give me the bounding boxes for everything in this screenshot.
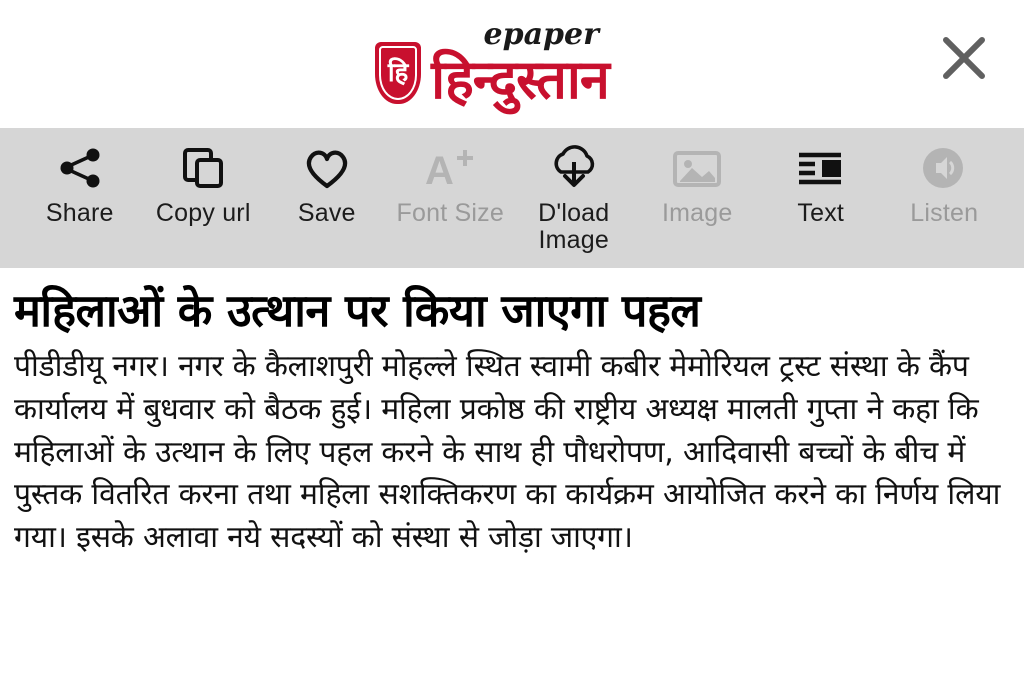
font-size-button[interactable]: [389, 142, 513, 227]
brand-title-block: [431, 16, 609, 111]
close-button[interactable]: [936, 30, 992, 86]
brand-logo: [375, 16, 609, 111]
brand-name: हिन्दुस्तान: [431, 47, 609, 111]
close-icon: [941, 35, 987, 81]
app-header: [0, 0, 1024, 128]
svg-text:A: A: [425, 149, 455, 192]
text-button[interactable]: [759, 142, 883, 227]
image-button[interactable]: [636, 142, 760, 227]
speaker-icon: [919, 142, 969, 194]
copy-url-label: Copy url: [155, 199, 251, 227]
save-button[interactable]: [265, 142, 389, 227]
text-label: Text: [797, 199, 845, 227]
save-label: Save: [297, 199, 356, 227]
download-image-label: D'load Image: [538, 199, 610, 254]
download-image-button[interactable]: [512, 142, 636, 254]
image-icon: [671, 142, 723, 194]
font-size-label: Font Size: [396, 199, 504, 227]
share-icon: [56, 142, 104, 194]
action-toolbar: [0, 128, 1024, 268]
download-cloud-icon: [547, 142, 601, 194]
heart-icon: [302, 142, 352, 194]
copy-icon: [179, 142, 227, 194]
text-lines-icon: [795, 142, 847, 194]
image-label: Image: [662, 199, 733, 227]
article-body: पीडीडीयू नगर। नगर के कैलाशपुरी मोहल्ले स्थित स्वामी कबीर मेमोरियल ट्रस्ट संस्था के कैंप कार्यालय में बुधवार को बैठक हुई। महिला प्रकोष्ठ की राष्ट्रीय अध्यक्ष मालती गुप्ता ने कहा कि महिलाओं के उत्थान के लिए पहल करने के साथ ही पौधरोपण, आदिवासी बच्चों के बीच में पुस्तक वितरित करना तथा महिला सशक्तिकरण का कार्यक्रम आयोजित करने का निर्णय लिया गया। इसके अलावा नये सदस्यों को संस्था से जोड़ा जाएगा।: [14, 349, 1001, 555]
listen-button[interactable]: [883, 142, 1007, 227]
share-label: Share: [45, 199, 114, 227]
epaper-label: epaper: [483, 16, 599, 52]
hindustan-shield-icon: [375, 42, 421, 104]
listen-label: Listen: [910, 199, 979, 227]
share-button[interactable]: [18, 142, 142, 227]
font-size-icon: [423, 142, 477, 194]
article-headline: महिलाओं के उत्थान पर किया जाएगा पहल: [14, 284, 701, 337]
copy-url-button[interactable]: [142, 142, 266, 227]
article-container: [0, 268, 1024, 559]
shield-letter: हि: [387, 58, 409, 89]
